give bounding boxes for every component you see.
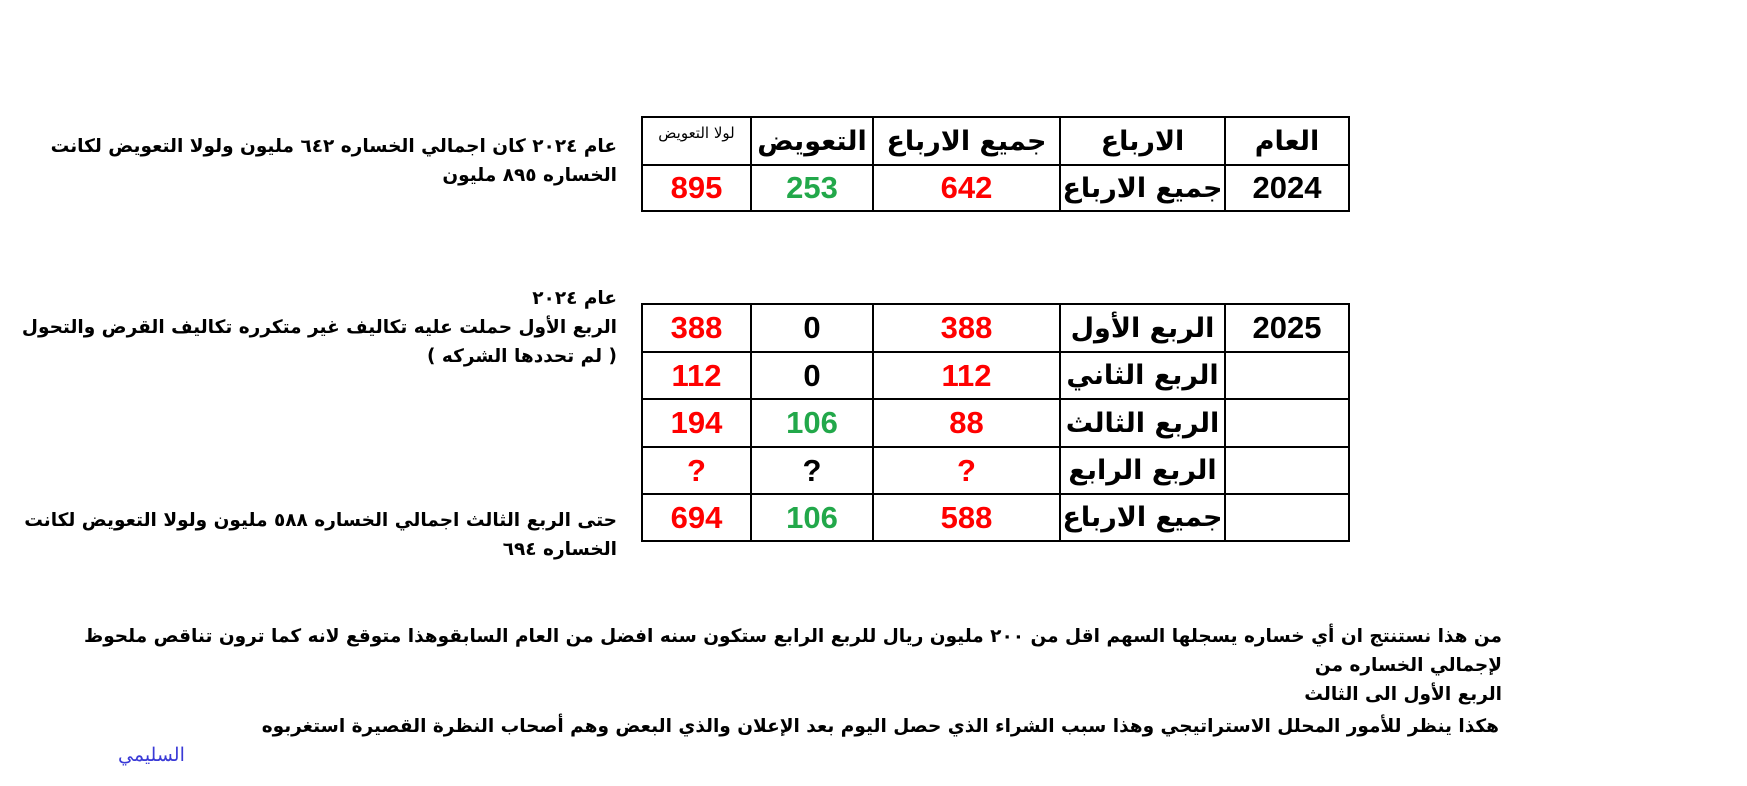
cell-quarter: جميع الارباع (1060, 165, 1225, 211)
cell-year: 2025 (1225, 304, 1349, 352)
note-2024 (17, 132, 617, 190)
table-2024-header-row (642, 117, 1349, 165)
cell-quarter: الربع الثاني (1060, 352, 1225, 399)
cell-all-quarters: 642 (873, 165, 1060, 211)
cell-compensation: ? (751, 447, 873, 494)
cell-all-quarters: 88 (873, 399, 1060, 447)
cell-year-empty (1225, 447, 1349, 494)
note-q3-line2: الخساره ٦٩٤ (502, 539, 617, 560)
header-all-quarters: جميع الارباع (873, 117, 1060, 165)
note-q1-line2: الربع الأول حملت عليه تكاليف غير متكرره تكاليف القرض والتحول (21, 317, 617, 338)
cell-year-empty (1225, 352, 1349, 399)
header-quarters: الارباع (1060, 117, 1225, 165)
cell-quarter: الربع الثالث (1060, 399, 1225, 447)
note-2024-line1: عام ٢٠٢٤ كان اجمالي الخساره ٦٤٢ مليون ولولا التعويض لكانت (50, 136, 617, 157)
table-row (642, 304, 1349, 352)
table-2024 (641, 116, 1350, 212)
table-row (642, 165, 1349, 211)
note-q3 (0, 506, 617, 564)
cell-all-quarters: ? (873, 447, 1060, 494)
final-line: هكذا ينظر للأمور المحلل الاستراتيجي وهذا سبب الشراء الذي حصل اليوم بعد الإعلان والذي البعض وهم أصحاب النظرة القصيرة استغربوه (261, 716, 1499, 737)
cell-quarter: جميع الارباع (1060, 494, 1225, 541)
table-row (642, 447, 1349, 494)
cell-year: 2024 (1225, 165, 1349, 211)
cell-all-quarters: 112 (873, 352, 1060, 399)
note-2024-line2: الخساره ٨٩٥ مليون (442, 165, 617, 186)
note-q1-line1: عام ٢٠٢٤ (532, 288, 617, 309)
cell-quarter: الربع الرابع (1060, 447, 1225, 494)
cell-quarter: الربع الأول (1060, 304, 1225, 352)
cell-without-compensation: 895 (642, 165, 751, 211)
cell-compensation: 253 (751, 165, 873, 211)
cell-compensation: 106 (751, 399, 873, 447)
cell-year-empty (1225, 494, 1349, 541)
note-q1-line3: ( لم تحددها الشركه ) (427, 346, 617, 367)
cell-compensation: 106 (751, 494, 873, 541)
table-row (642, 494, 1349, 541)
conclusion (42, 622, 1502, 709)
cell-year-empty (1225, 399, 1349, 447)
conclusion-line1: من هذا نستنتج ان أي خساره يسجلها السهم اقل من ٢٠٠ مليون ريال للربع الرابع ستكون سنه افضل من العام السابقوهذا متوقع لانه كما ترون تناقص ملحوظ لإجمالي الخساره من (84, 626, 1502, 676)
header-compensation: التعويض (751, 117, 873, 165)
header-year: العام (1225, 117, 1349, 165)
cell-without-compensation: 112 (642, 352, 751, 399)
cell-without-compensation: 194 (642, 399, 751, 447)
table-2025 (641, 303, 1350, 542)
note-q1 (0, 284, 617, 371)
table-row (642, 352, 1349, 399)
cell-without-compensation: ? (642, 447, 751, 494)
note-q3-line1: حتى الربع الثالث اجمالي الخساره ٥٨٨ مليون ولولا التعويض لكانت (24, 510, 617, 531)
table-row (642, 399, 1349, 447)
header-without-compensation: لولا التعويض (642, 117, 751, 165)
conclusion-line2: الربع الأول الى الثالث (1304, 684, 1502, 705)
cell-without-compensation: 694 (642, 494, 751, 541)
cell-all-quarters: 388 (873, 304, 1060, 352)
cell-compensation: 0 (751, 352, 873, 399)
cell-all-quarters: 588 (873, 494, 1060, 541)
cell-without-compensation: 388 (642, 304, 751, 352)
cell-compensation: 0 (751, 304, 873, 352)
signature: السليمي (118, 744, 185, 766)
